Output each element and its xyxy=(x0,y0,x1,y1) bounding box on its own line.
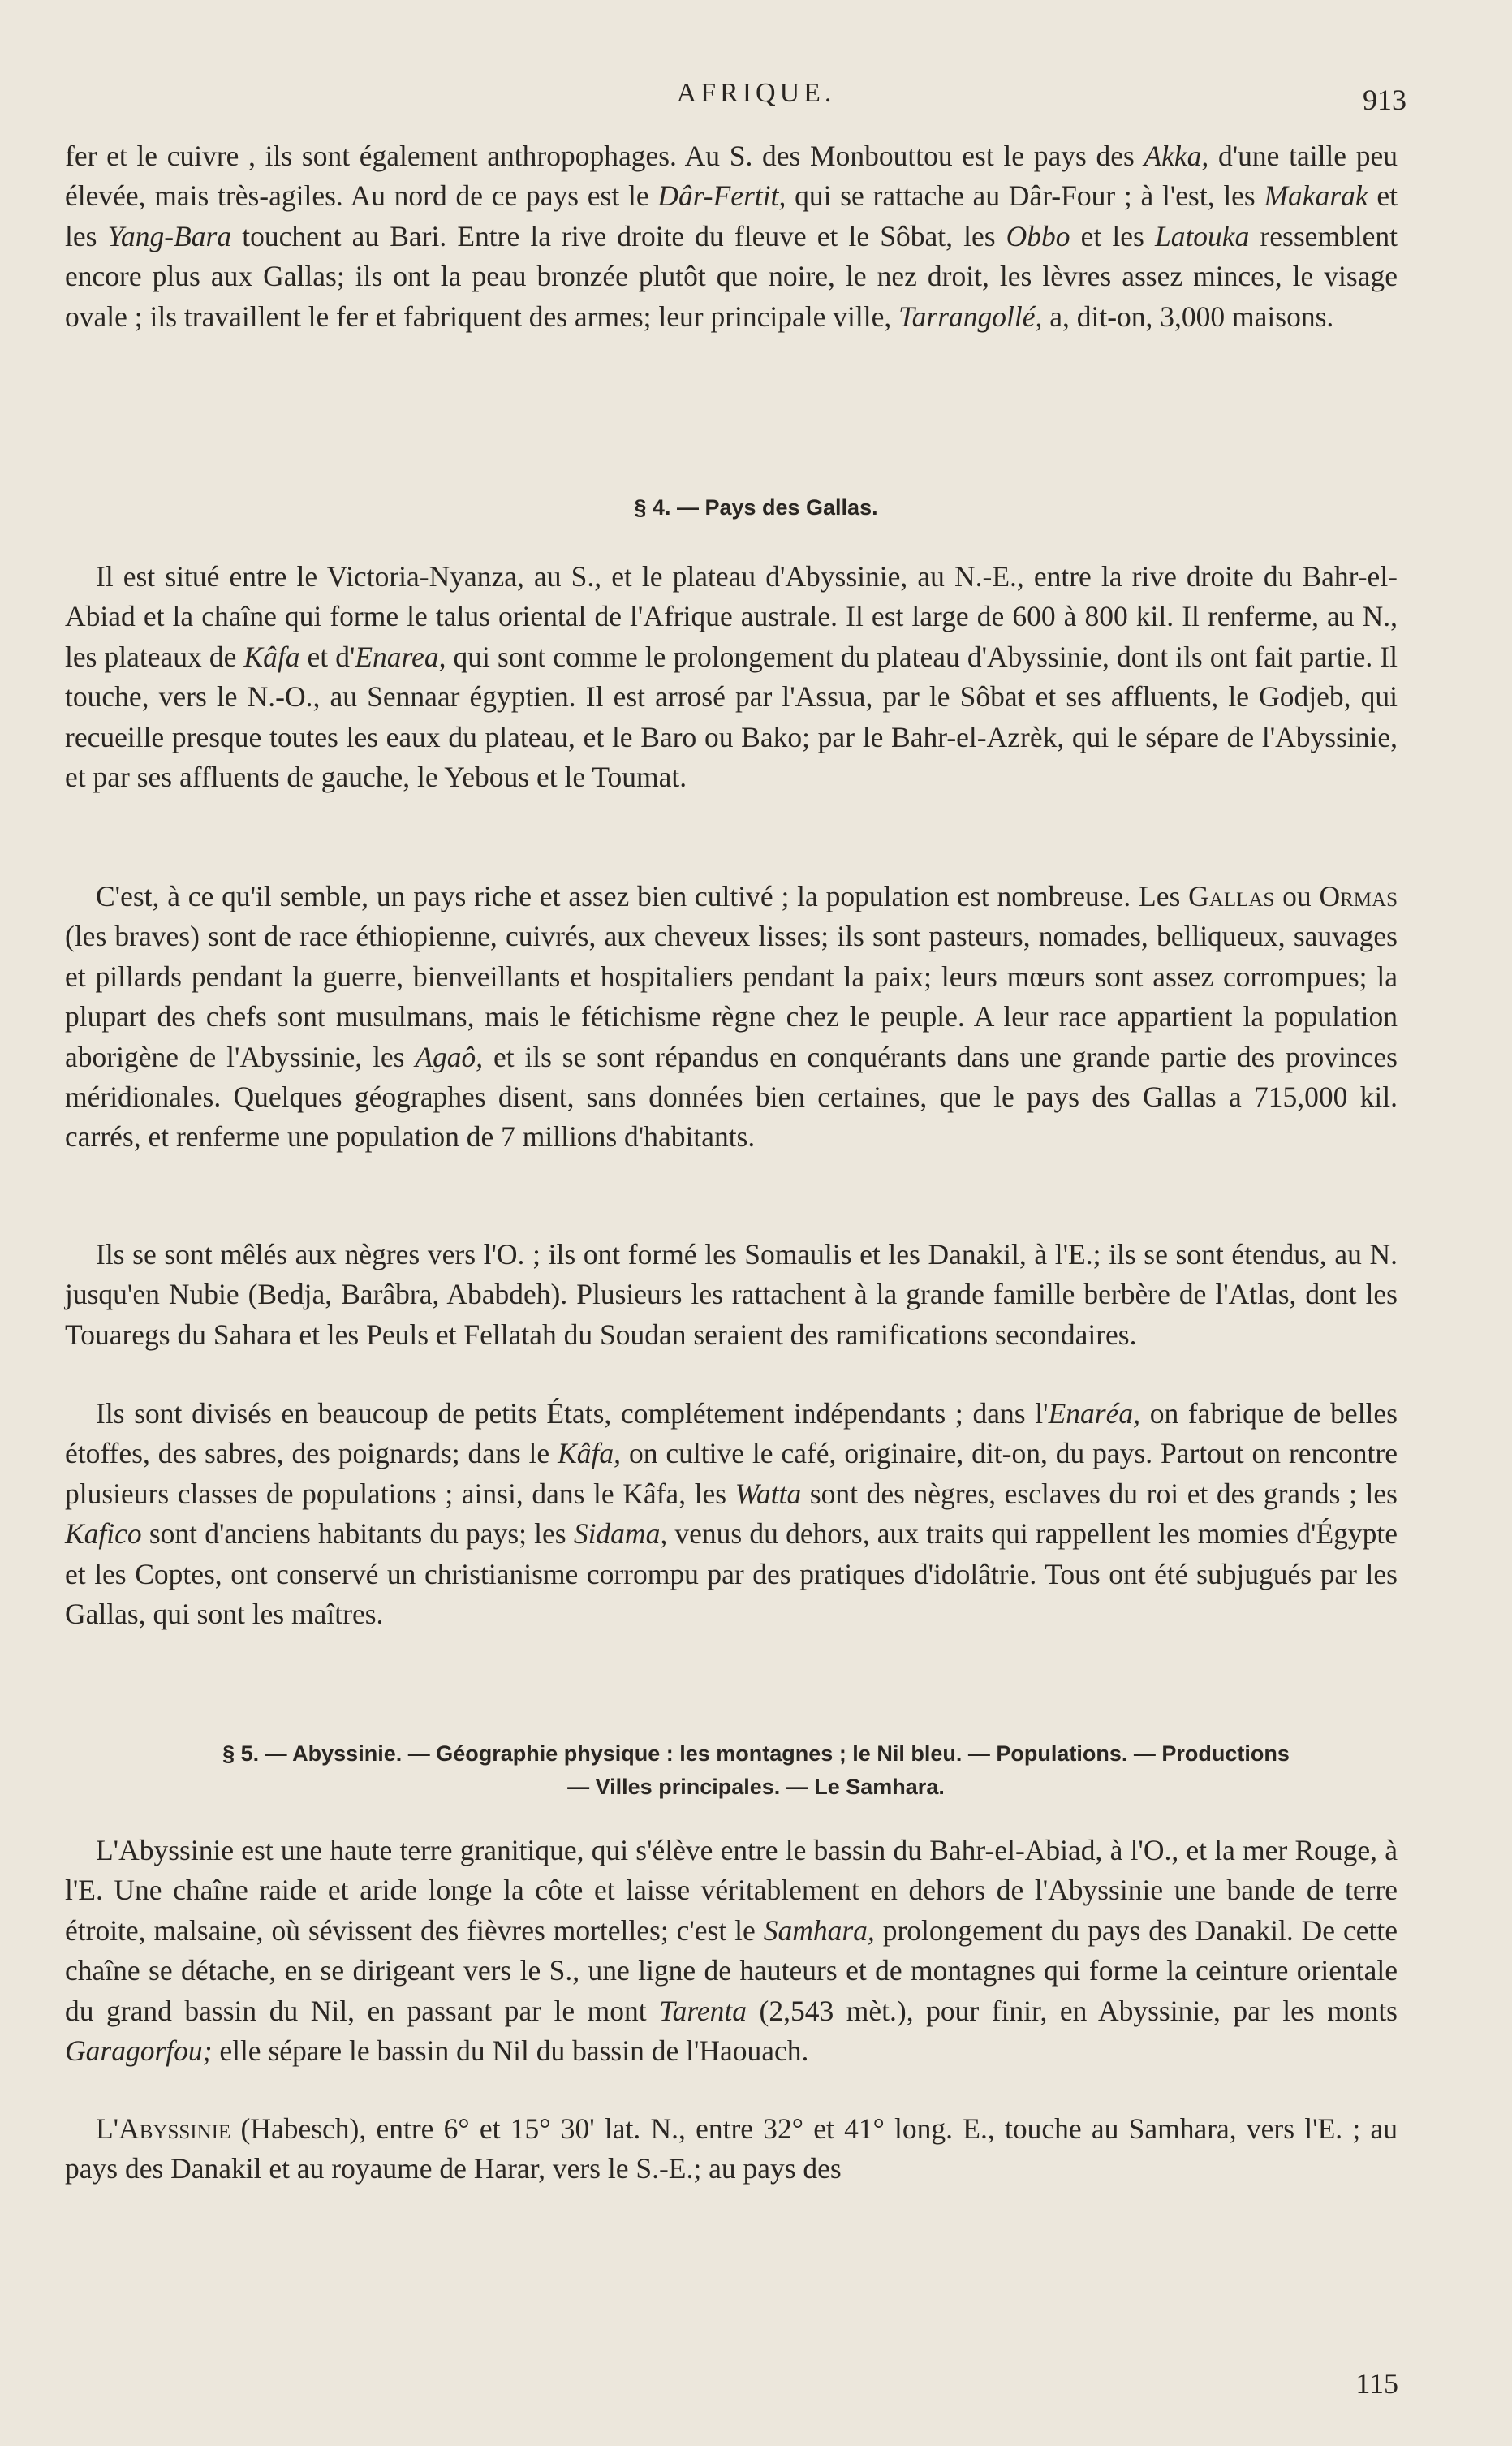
section-heading-5-line-2: — Villes principales. — Le Samhara. xyxy=(567,1775,945,1799)
italic-term: Enarea, xyxy=(355,640,446,673)
paragraph-etats xyxy=(65,1394,1398,1634)
text-run: touchent au Bari. Entre la rive droite du fleuve et le Sôbat, les xyxy=(231,219,1006,252)
text-run: (2,543 mèt.), pour finir, en Abyssinie, par les monts xyxy=(747,1994,1398,2027)
small-caps-term: Ormas xyxy=(1319,880,1398,912)
text-run: L'Abyssinie est une haute terre granitique, qui s'élève entre le bassin du Bahr-el-Abiad, à l'O., et la mer Rouge, à l'E. Une chaîne raide et aride longe la côte et laisse véritablement en dehors de l'Abyssinie une bande de terre étroite, malsaine, où sévissent des fièvres mortelles; c'est le xyxy=(65,1834,1398,1947)
italic-term: Yang-Bara xyxy=(107,219,232,252)
text-run: ou xyxy=(1274,880,1320,912)
small-caps-term: Abyssinie xyxy=(118,2112,231,2145)
printer-signature-mark: 115 xyxy=(1355,2367,1398,2400)
text-run: venus du dehors, aux traits qui rappellent les momies d'Égypte et les Coptes, ont conservé un christianisme corrompu par des pratiques d'idolâtrie. Tous ont été subjugués par les Gallas, qui sont les maîtres. xyxy=(65,1517,1398,1631)
paragraph-abyssinie-geographie xyxy=(65,1831,1398,2071)
italic-term: Makarak xyxy=(1264,179,1368,213)
section-heading-5 xyxy=(81,1737,1431,1804)
text-run: et les xyxy=(65,179,1398,252)
section-heading-5-line-1: § 5. — Abyssinie. — Géographie physique : les montagnes ; le Nil bleu. — Populations. — Productions xyxy=(222,1741,1290,1766)
section-heading-4: § 4. — Pays des Gallas. xyxy=(634,495,878,520)
text-run: fer et le cuivre , ils sont également anthropophages. Au S. des Monbouttou est le pays des xyxy=(65,140,1144,172)
italic-term: Enaréa, xyxy=(1048,1397,1140,1430)
italic-term: Tarrangollé, xyxy=(898,300,1043,333)
italic-term: Samhara, xyxy=(763,1913,875,1947)
text-run: C'est, à ce qu'il semble, un pays riche et assez bien cultivé ; la population est nombreuse. Les xyxy=(96,880,1189,912)
text-run: on cultive le café, originaire, dit-on, du pays. Partout on rencontre plusieurs classes de populations ; ainsi, dans le Kâfa, les xyxy=(65,1437,1398,1510)
text-run: Ils se sont mêlés aux nègres vers l'O. ; ils ont formé les Somaulis et les Danakil, à l'E.; ils se sont étendus, au N. jusqu'en Nubie (Bedja, Barâbra, Ababdeh). Plusieurs les rattachent à la grande famille berbère de l'Atlas, dont les Touaregs du Sahara et les Peuls et Fellatah du Soudan seraient des ramifications secondaires. xyxy=(65,1238,1398,1351)
text-run: d'une taille peu élevée, mais très-agiles. Au nord de ce pays est le xyxy=(65,140,1398,213)
paragraph-melanges xyxy=(65,1235,1398,1355)
italic-term: Akka, xyxy=(1144,140,1209,172)
paragraph-situation xyxy=(65,557,1398,797)
italic-term: Dâr-Fertit, xyxy=(657,179,786,213)
text-run: (Habesch), entre 6° et 15° 30' lat. N., entre 32° et 41° long. E., touche au Samhara, vers l'E. ; au pays des Danakil et au royaume de Harar, vers le S.-E.; au pays des xyxy=(65,2112,1398,2185)
italic-term: Kafico xyxy=(65,1517,142,1551)
text-run: elle sépare le bassin du Nil du bassin de l'Haouach. xyxy=(212,2034,809,2068)
text-run: Il est situé entre le Victoria-Nyanza, au S., et le plateau d'Abyssinie, au N.-E., entre la rive droite du Bahr-el-Abiad et la chaîne qui forme le talus oriental de l'Afrique australe. Il est large de 600 à 800 kil. Il renferme, au N., les plateaux de xyxy=(65,560,1398,673)
paragraph-monbouttou xyxy=(65,136,1398,337)
small-caps-term: Gallas xyxy=(1188,880,1275,912)
text-run: et les xyxy=(1070,219,1155,252)
text-run: ressemblent encore plus aux Gallas; ils ont la peau bronzée plutôt que noire, le nez droit, les lèvres assez minces, le visage ovale ; ils travaillent le fer et fabriquent des armes; leur principale ville, xyxy=(65,219,1398,333)
running-head: AFRIQUE. xyxy=(676,78,836,108)
italic-term: Sidama, xyxy=(573,1517,668,1551)
text-run: qui se rattache au Dâr-Four ; à l'est, les xyxy=(786,179,1264,213)
paragraph-abyssinie-limites xyxy=(65,2109,1398,2189)
text-run: a, dit-on, 3,000 maisons. xyxy=(1042,300,1334,333)
text-run: et ils se sont répandus en conquérants dans une grande partie des provinces méridionales. Quelques géographes disent, sans données bien certaines, que le pays des Gallas a 715,000 kil. carrés, et renferme une population de 7 millions d'habitants. xyxy=(65,1040,1398,1154)
italic-term: Garagorfou; xyxy=(65,2034,213,2068)
text-run: et d' xyxy=(299,640,355,673)
italic-term: Agaô, xyxy=(415,1040,484,1073)
text-run: Ils sont divisés en beaucoup de petits États, complétement indépendants ; dans l' xyxy=(96,1397,1049,1430)
text-run: L' xyxy=(96,2112,119,2145)
italic-term: Tarenta xyxy=(659,1994,747,2027)
italic-term: Latouka xyxy=(1154,219,1250,252)
italic-term: Kâfa, xyxy=(558,1437,622,1470)
paragraph-gallas xyxy=(65,877,1398,1158)
italic-term: Obbo xyxy=(1006,219,1070,252)
text-run: qui sont comme le prolongement du plateau d'Abyssinie, dont ils ont fait partie. Il touche, vers le N.-O., au Sennaar égyptien. Il est arrosé par l'Assua, par le Sôbat et ses affluents, le Godjeb, qui recueille presque toutes les eaux du plateau, et le Baro ou Bako; par le Bahr-el-Azrèk, qui le sépare de l'Abyssinie, et par ses affluents de gauche, le Yebous et le Toumat. xyxy=(65,640,1398,794)
text-run: sont des nègres, esclaves du roi et des grands ; les xyxy=(801,1477,1398,1510)
text-run: (les braves) sont de race éthiopienne, cuivrés, aux cheveux lisses; ils sont pasteurs, nomades, belliqueux, sauvages et pillards pendant la guerre, bienveillants et hospitaliers pendant la paix; leurs mœurs sont assez corrompues; la plupart des chefs sont musulmans, mais le fétichisme règne chez le peuple. A leur race appartient la population aborigène de l'Abyssinie, les xyxy=(65,920,1398,1073)
text-run: prolongement du pays des Danakil. De cette chaîne se détache, en se dirigeant vers le S., une ligne de hauteurs et de montagnes qui forme la ceinture orientale du grand bassin du Nil, en passant par le mont xyxy=(65,1913,1398,2027)
italic-term: Watta xyxy=(734,1477,802,1510)
page-number: 913 xyxy=(1363,84,1406,116)
text-run: on fabrique de belles étoffes, des sabres, des poignards; dans le xyxy=(65,1397,1398,1470)
italic-term: Kâfa xyxy=(243,640,300,673)
text-run: sont d'anciens habitants du pays; les xyxy=(141,1517,574,1551)
